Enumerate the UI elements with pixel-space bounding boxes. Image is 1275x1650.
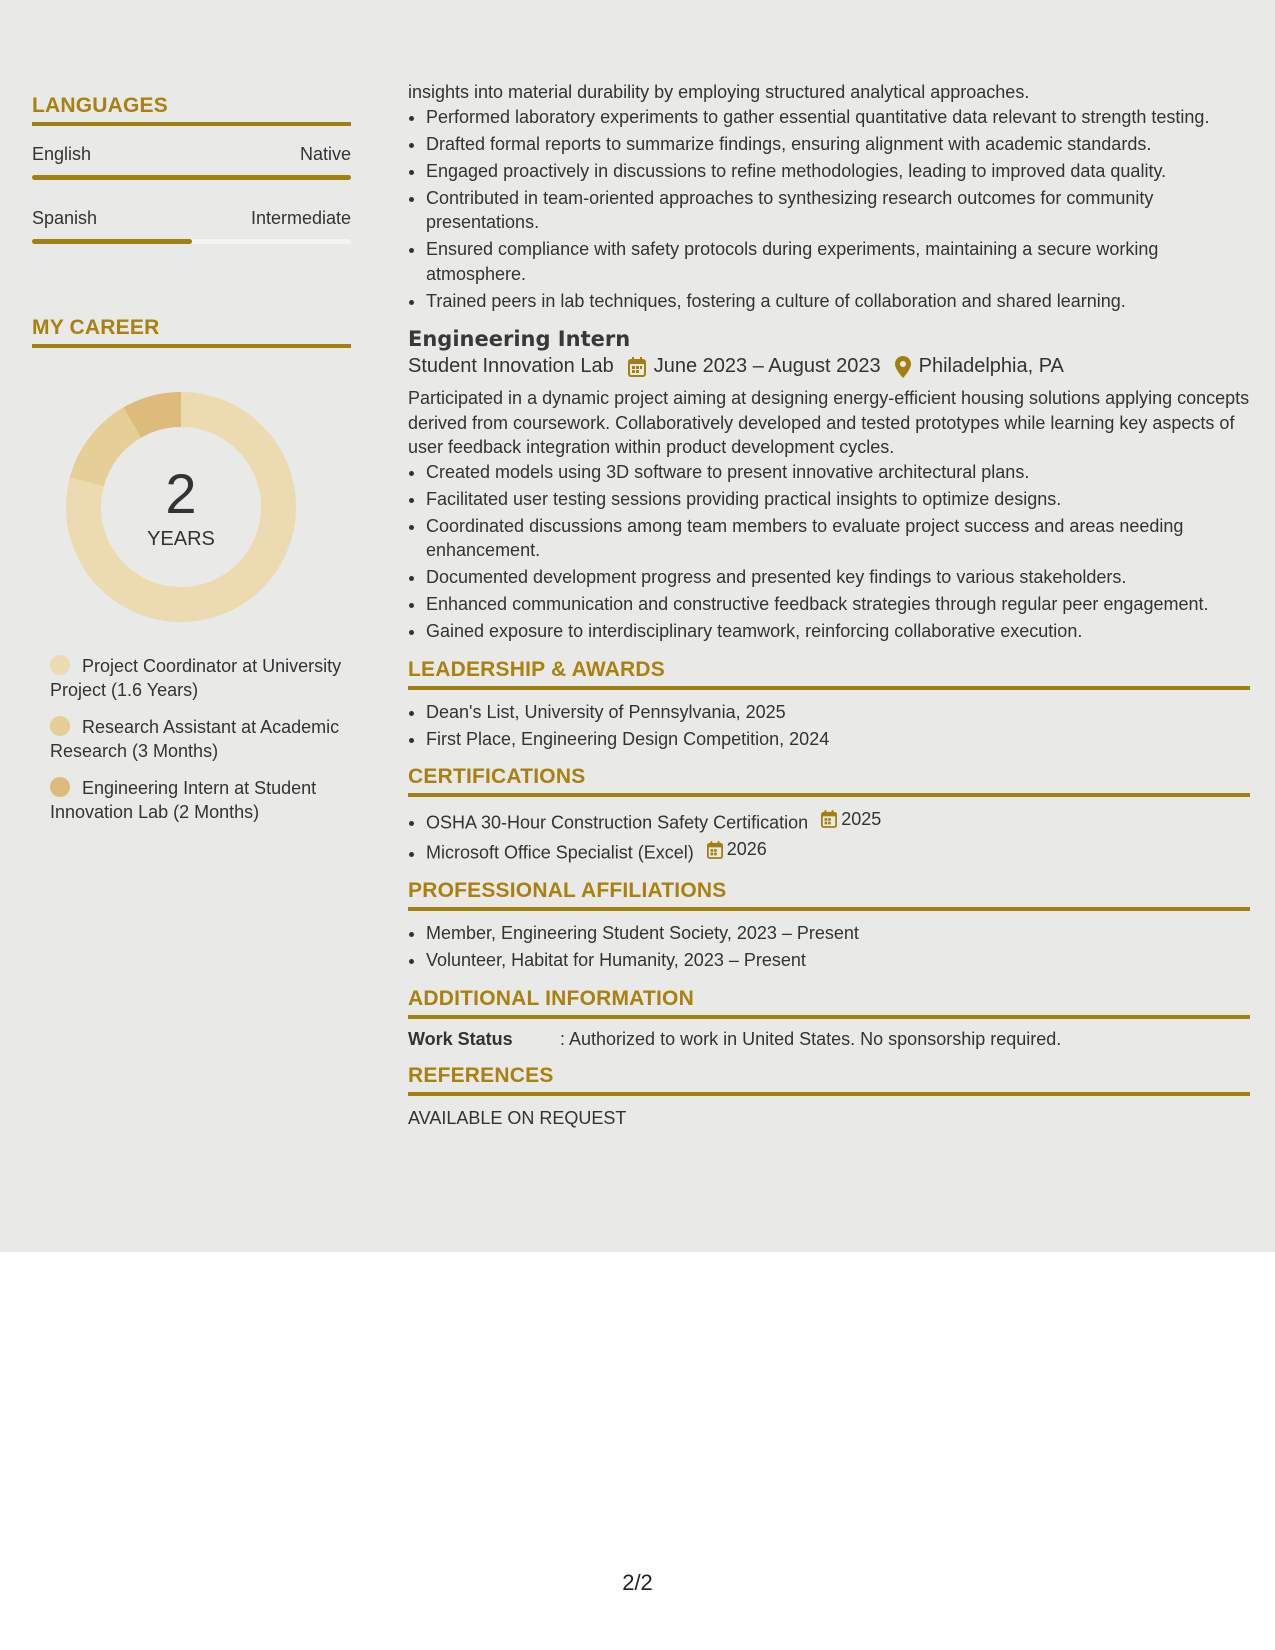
- language-proficiency-bar: [32, 175, 351, 180]
- certifications-section: [408, 765, 1250, 865]
- bullet-item: • Performed laboratory experiments to gather essential quantitative data relevant to strength testing.: [426, 105, 1250, 130]
- languages-title: LANGUAGES: [32, 94, 351, 126]
- work-status-row: [408, 1029, 1250, 1050]
- certification-item: [426, 807, 1250, 835]
- affiliations-list: [408, 921, 1250, 973]
- certifications-title: CERTIFICATIONS: [408, 765, 1250, 797]
- bullet-item: • Trained peers in lab techniques, fostering a culture of collaboration and shared learning.: [426, 289, 1250, 314]
- references-section: [408, 1064, 1250, 1131]
- career-legend-item: [50, 776, 351, 824]
- bullet-item: • Enhanced communication and constructive feedback strategies through regular peer engagement.: [426, 592, 1250, 617]
- language-proficiency-bar: [32, 239, 351, 244]
- location-pin-icon: [895, 356, 911, 378]
- legend-dot: [50, 716, 70, 736]
- affiliations-title: PROFESSIONAL AFFILIATIONS: [408, 879, 1250, 911]
- career-legend: [50, 654, 351, 824]
- leadership-section: [408, 658, 1250, 752]
- career-total-value: 2: [165, 462, 197, 525]
- bullet-item: • Ensured compliance with safety protocols during experiments, maintaining a secure working atmosphere.: [426, 237, 1250, 286]
- work-status-value: : Authorized to work in United States. No sponsorship required.: [560, 1028, 1062, 1049]
- certification-name: Microsoft Office Specialist (Excel): [426, 842, 694, 863]
- certification-date: [707, 837, 767, 862]
- language-name: Spanish: [32, 208, 98, 228]
- language-level: Native: [299, 144, 351, 164]
- right-column: [408, 80, 1250, 1130]
- language-item: [32, 208, 351, 244]
- certification-date: [821, 807, 881, 832]
- calendar-icon: [821, 810, 837, 828]
- language-proficiency-fill: [32, 239, 192, 244]
- language-proficiency-fill: [32, 175, 351, 180]
- award-item: • First Place, Engineering Design Competition, 2024: [426, 727, 1250, 752]
- certification-year: 2025: [841, 809, 882, 829]
- career-legend-item: [50, 715, 351, 763]
- award-item: • Dean's List, University of Pennsylvania, 2025: [426, 700, 1250, 725]
- references-title: REFERENCES: [408, 1064, 1250, 1096]
- left-column: [32, 94, 351, 837]
- leadership-title: LEADERSHIP & AWARDS: [408, 658, 1250, 690]
- career-title: MY CAREER: [32, 316, 351, 348]
- career-legend-item: [50, 654, 351, 702]
- job-summary: Participated in a dynamic project aiming at designing energy-efficient housing solutions applying concepts derived from coursework. Collaboratively developed and tested prototypes while learning key aspects of user feedback integration within product development cycles.: [408, 388, 1250, 457]
- job-title: Engineering Intern: [408, 327, 631, 351]
- calendar-icon: [707, 841, 723, 859]
- certification-name: OSHA 30-Hour Construction Safety Certification: [426, 812, 809, 833]
- legend-dot: [50, 655, 70, 675]
- job-meta: [408, 355, 1250, 378]
- affiliation-item: • Member, Engineering Student Society, 2023 – Present: [426, 921, 1250, 946]
- affiliation-item: • Volunteer, Habitat for Humanity, 2023 – Present: [426, 948, 1250, 973]
- job-bullets: [408, 460, 1250, 644]
- prev-job-intro: insights into material durability by employing structured analytical approaches.: [408, 82, 1030, 102]
- bullet-item: • Gained exposure to interdisciplinary teamwork, reinforcing collaborative execution.: [426, 619, 1250, 644]
- leadership-list: [408, 700, 1250, 752]
- bullet-item: • Drafted formal reports to summarize findings, ensuring alignment with academic standards.: [426, 132, 1250, 157]
- language-name: English: [32, 144, 92, 164]
- legend-dot: [50, 777, 70, 797]
- job-company: Student Innovation Lab: [408, 355, 614, 377]
- bullet-item: • Documented development progress and presented key findings to various stakeholders.: [426, 565, 1250, 590]
- additional-title: ADDITIONAL INFORMATION: [408, 987, 1250, 1019]
- career-total-unit: YEARS: [147, 528, 215, 550]
- bullet-item: • Created models using 3D software to present innovative architectural plans.: [426, 460, 1250, 485]
- calendar-icon: [628, 357, 646, 377]
- bullet-item: • Facilitated user testing sessions providing practical insights to optimize designs.: [426, 487, 1250, 512]
- legend-label: Engineering Intern at Student Innovation Lab (2 Months): [50, 778, 317, 822]
- job-dates: June 2023 – August 2023: [653, 355, 881, 377]
- certification-item: [426, 837, 1250, 865]
- bullet-item: • Engaged proactively in discussions to refine methodologies, leading to improved data quality.: [426, 159, 1250, 184]
- certifications-list: [408, 807, 1250, 865]
- additional-section: [408, 987, 1250, 1050]
- certification-year: 2026: [726, 839, 767, 860]
- language-item: [32, 144, 351, 180]
- references-text: AVAILABLE ON REQUEST: [408, 1107, 627, 1128]
- legend-label: Research Assistant at Academic Research (3 Months): [50, 717, 340, 761]
- bullet-item: • Contributed in team-oriented approaches to synthesizing research outcomes for community presentations.: [426, 186, 1250, 235]
- career-donut-chart: [66, 392, 296, 622]
- bullet-item: • Coordinated discussions among team members to evaluate project success and areas needing enhancement.: [426, 514, 1250, 563]
- legend-label: Project Coordinator at University Project (1.6 Years): [50, 656, 342, 700]
- work-status-label: Work Status: [408, 1028, 513, 1049]
- language-level: Intermediate: [250, 208, 351, 228]
- affiliations-section: [408, 879, 1250, 973]
- job-location: Philadelphia, PA: [918, 355, 1064, 377]
- prev-job-bullets: [408, 105, 1250, 314]
- page-number: 2/2: [622, 1570, 653, 1595]
